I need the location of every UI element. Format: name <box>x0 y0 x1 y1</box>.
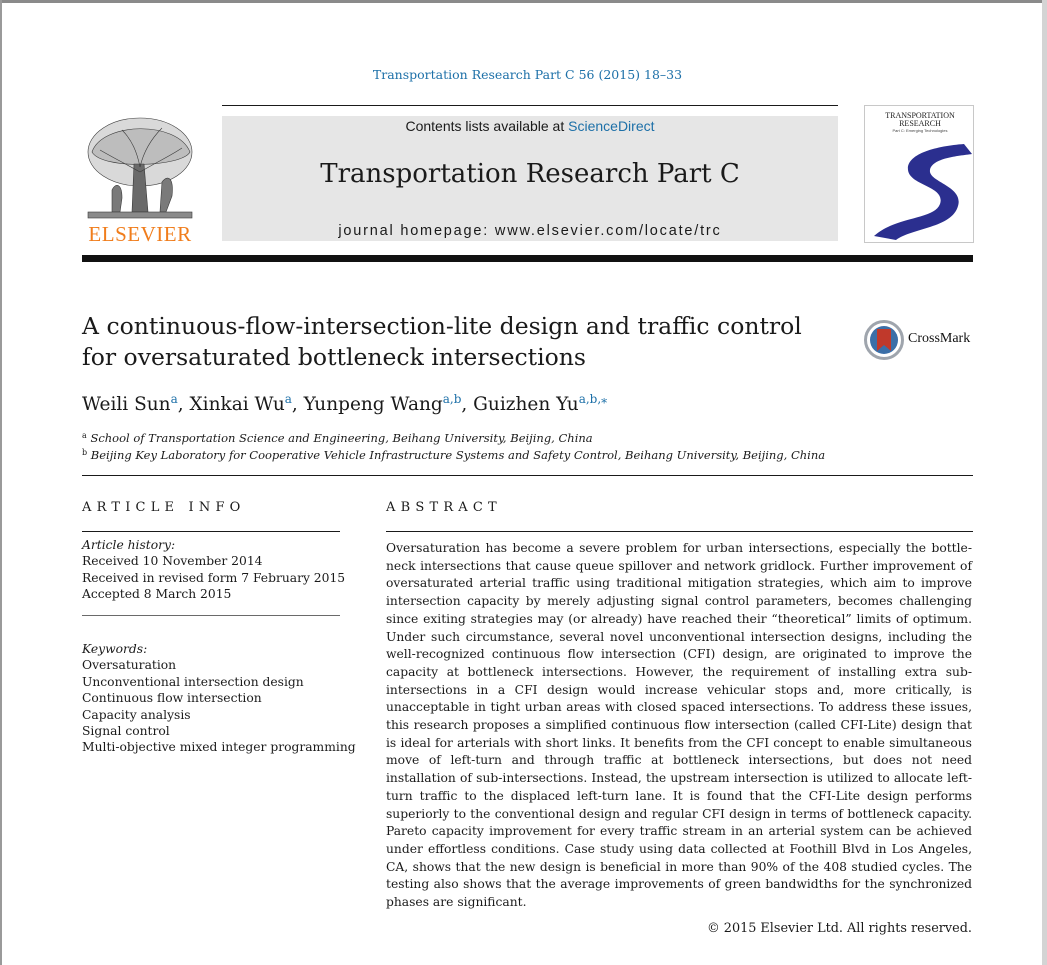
copyright-notice: © 2015 Elsevier Ltd. All rights reserved. <box>706 921 972 936</box>
abstract-text: Oversaturation has become a severe problem for urban intersections, especially the bottleneck intersections that cause queue spillover and network gridlock. Further improvement of oversaturated arterial traffic using traditional mitigation strategies, which aim to improve intersection capacity by merely adjusting signal control parameters, becomes challenging since exiting strategies may (or already) have reached their “theoretical” limits of optimum. Under such circumstance, several novel unconventional intersection designs, including the well-recognized continuous flow intersection (CFI) design, are originated to improve the capacity at bottleneck intersections. However, the requirement of installing extra sub-intersections in a CFI design would increase vehicular stops and, more critically, is unacceptable in tight urban areas with closed spaced intersections. To address these issues, this research proposes a simplified continuous flow intersection (called CFI-Lite) design that is ideal for arterials with short links. It benefits from the CFI concept to enable simultaneous move of left-turn and through traffic at bottleneck intersections, but does not need installation of sub-intersections. Instead, the upstream intersection is utilized to allocate left-turn traffic to the displaced left-turn lane. It is found that the CFI-Lite design performs superiorly to the conventional design and regular CFI design in terms of bottleneck capacity. Pareto capacity improvement for every traffic stream in an arterial system can be achieved under effortless conditions. Case study using data collected at Foothill Blvd in Los Angeles, CA, shows that the new design is beneficial in more than 90% of the 408 studied cycles. The testing also shows that the average improvements of green bandwidths for the synchronized phases are significant. <box>386 541 972 910</box>
journal-banner <box>222 116 838 241</box>
cover-title-line1: TRANSPORTATION <box>885 111 955 120</box>
article-title-line2: for oversaturated bottleneck intersections <box>82 343 586 371</box>
keyword-item: Continuous flow intersection <box>82 691 262 706</box>
journal-homepage-link[interactable]: journal homepage: www.elsevier.com/locate/trc <box>338 223 722 239</box>
affiliation-text: Beijing Key Laboratory for Cooperative Vehicle Infrastructure Systems and Safety Control, Beihang University, Beijing, China <box>90 448 826 462</box>
author-separator: , <box>177 394 190 415</box>
affiliation <box>82 431 593 445</box>
abstract-heading: ABSTRACT <box>386 500 502 515</box>
sciencedirect-link[interactable]: ScienceDirect <box>568 118 655 134</box>
author-affiliation-mark[interactable]: a,b <box>442 392 462 406</box>
article-history <box>82 537 345 603</box>
article-history-label: Article history: <box>82 538 176 552</box>
header-thick-rule <box>82 255 973 262</box>
author-name[interactable]: Yunpeng Wang <box>303 394 443 415</box>
cover-road-illustration <box>866 136 972 241</box>
window-right-scroll-edge <box>1042 0 1047 965</box>
history-item: Received 10 November 2014 <box>82 554 263 569</box>
journal-cover-thumbnail[interactable] <box>864 105 974 243</box>
article-info-rule <box>82 531 340 532</box>
keywords <box>82 641 356 756</box>
contents-line <box>222 118 838 134</box>
contents-prefix: Contents lists available at <box>405 118 565 134</box>
journal-title: Transportation Research Part C <box>320 159 740 189</box>
author-affiliation-mark[interactable]: a <box>284 392 292 406</box>
affiliation <box>82 448 825 462</box>
article-title <box>82 311 842 373</box>
author-list <box>82 392 607 415</box>
history-item: Received in revised form 7 February 2015 <box>82 570 346 585</box>
keyword-item: Oversaturation <box>82 658 177 673</box>
cover-title <box>871 112 969 128</box>
affiliation-mark: b <box>82 448 88 457</box>
article-info-heading: ARTICLE INFO <box>82 500 246 515</box>
keywords-label: Keywords: <box>82 642 148 656</box>
author-affiliation-mark[interactable]: a <box>170 392 178 406</box>
affiliation-rule <box>82 475 973 476</box>
journal-citation-link[interactable]: Transportation Research Part C 56 (2015) 18–33 <box>372 67 683 82</box>
author-name[interactable]: Weili Sun <box>82 394 171 415</box>
author-affiliation-mark[interactable]: a,b,⁎ <box>578 392 608 406</box>
abstract-rule <box>386 531 973 532</box>
cover-title-line2: RESEARCH <box>899 119 941 128</box>
author-name[interactable]: Xinkai Wu <box>189 394 285 415</box>
affiliation-text: School of Transportation Science and Engineering, Beihang University, Beijing, China <box>90 431 593 445</box>
keyword-item: Signal control <box>82 724 170 739</box>
crossmark-icon[interactable] <box>864 320 904 360</box>
keyword-item: Unconventional intersection design <box>82 674 304 689</box>
window-top-border <box>0 0 1047 3</box>
keyword-item: Multi-objective mixed integer programming <box>82 740 356 755</box>
header-rule <box>222 105 838 106</box>
crossmark-label[interactable]: CrossMark <box>908 331 971 346</box>
article-title-line1: A continuous-flow-intersection-lite design and traffic control <box>82 312 802 340</box>
author-separator: , <box>291 394 304 415</box>
window-left-border <box>0 0 2 965</box>
author-name[interactable]: Guizhen Yu <box>473 394 579 415</box>
keyword-item: Capacity analysis <box>82 707 191 722</box>
cover-subtitle: Part C: Emerging Technologies <box>892 128 948 133</box>
affiliation-mark: a <box>82 431 87 440</box>
history-item: Accepted 8 March 2015 <box>82 587 232 602</box>
keywords-rule <box>82 615 340 616</box>
author-separator: , <box>461 394 474 415</box>
elsevier-logo-text: ELSEVIER <box>88 222 192 246</box>
